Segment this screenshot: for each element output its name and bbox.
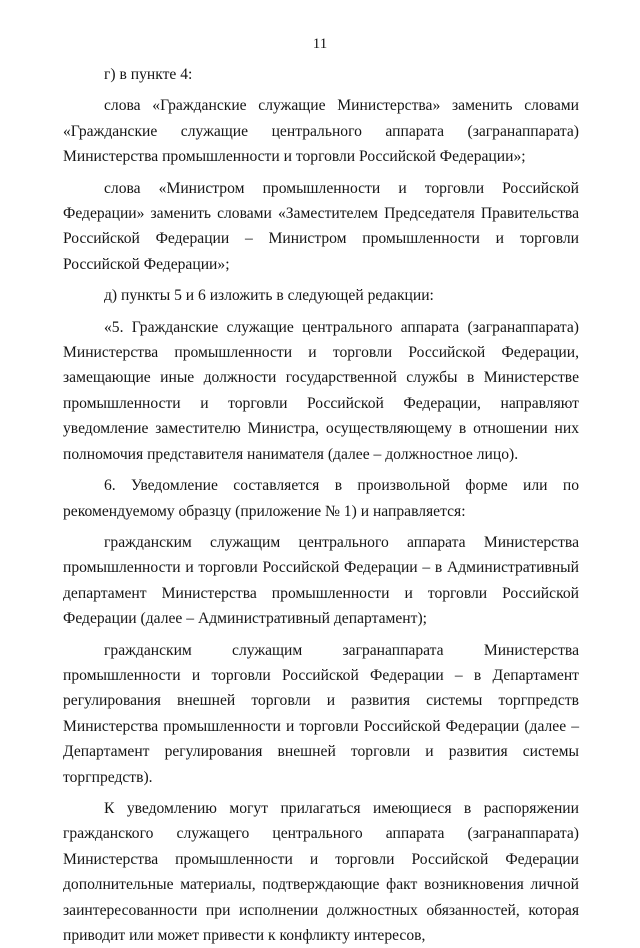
document-body	[63, 62, 579, 948]
paragraph-clause-6: 6. Уведомление составляется в произвольной форме или по рекомендуемому образцу (приложение № 1) и направляется:	[63, 477, 579, 520]
paragraph-item-g: г) в пункте 4:	[104, 66, 193, 83]
paragraph-attachments: К уведомлению могут прилагаться имеющиеся в распоряжении гражданского служащего центрального аппарата (загранаппарата) Министерства промышленности и торговли Российской Федерации дополнительные материалы, подтверждающие факт возникновения личной заинтересованности при исполнении должностных обязанностей, которая приводит или может привести к конфликту интересов,	[63, 799, 579, 944]
paragraph-replace-words-1: слова «Гражданские служащие Министерства» заменить словами «Гражданские служащие центрального аппарата (загранаппарата) Министерства промышленности и торговли Российской Федерации»;	[63, 97, 579, 166]
page-number: 11	[312, 36, 328, 52]
paragraph-item-d: д) пункты 5 и 6 изложить в следующей редакции:	[104, 287, 434, 305]
paragraph-central-apparatus: гражданским служащим центрального аппарата Министерства промышленности и торговли Российской Федерации – в Административный департамент Министерства промышленности и торговли Российской Федерации (далее – Административный департамент);	[63, 533, 579, 628]
paragraph-foreign-apparatus: гражданским служащим загранаппарата Министерства промышленности и торговли Российской Федерации – в Департамент регулирования внешней торговли и развития системы торгпредств Министерства промышленности и торговли Российской Федерации (далее – Департамент регулирования внешней торговли и развития системы торгпредств).	[63, 641, 579, 786]
paragraph-replace-words-2: слова «Министром промышленности и торговли Российской Федерации» заменить словами «Заместителем Председателя Правительства Российской Федерации – Министром промышленности и торговли Российской Федерации»;	[63, 179, 579, 273]
paragraph-clause-5: «5. Гражданские служащие центрального аппарата (загранаппарата) Министерства промышленности и торговли Российской Федерации, замещающие иные должности государственной службы в Министерстве промышленности и торговли Российской Федерации, направляют уведомление заместителю Министра, осуществляющему в отношении них полномочия представителя нанимателя (далее – должностное лицо).	[63, 318, 579, 463]
